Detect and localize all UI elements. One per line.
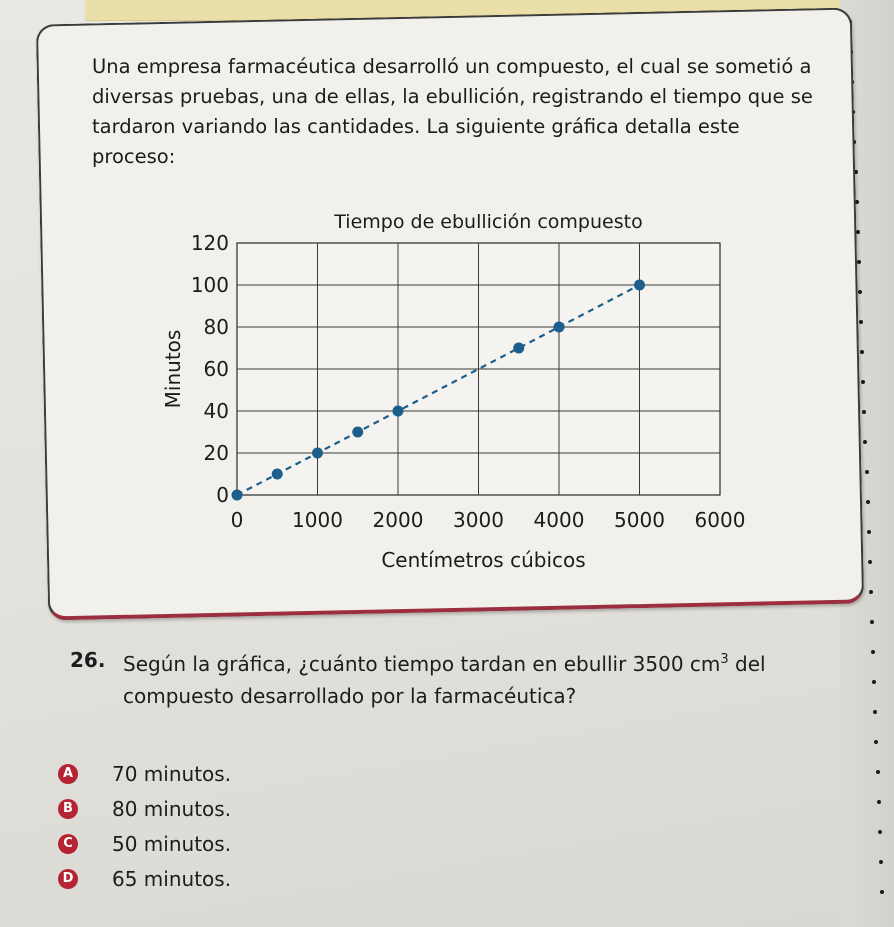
binding-dot <box>859 320 863 324</box>
y-tick-label: 120 <box>190 231 229 255</box>
question-number: 26. <box>70 648 106 672</box>
data-point <box>352 427 363 438</box>
binding-dot <box>869 590 873 594</box>
binding-dot <box>871 650 875 654</box>
question-26 <box>70 644 870 712</box>
binding-dot <box>856 230 860 234</box>
x-tick-label: 4000 <box>533 508 585 532</box>
binding-dot <box>858 290 862 294</box>
question-superscript: 3 <box>720 652 729 667</box>
option-c[interactable] <box>58 826 231 861</box>
data-point <box>232 490 243 501</box>
option-b-letter: B <box>58 799 78 819</box>
binding-dot <box>877 800 881 804</box>
boiling-time-chart <box>140 200 780 590</box>
binding-dot <box>865 470 869 474</box>
question-text-part-1: Según la gráfica, ¿cuánto tiempo tardan en ebullir 3500 cm <box>123 652 721 676</box>
data-point <box>272 469 283 480</box>
x-tick-label: 5000 <box>614 508 665 532</box>
binding-dot <box>861 380 865 384</box>
intro-paragraph: Una empresa farmacéutica desarrolló un compuesto, el cual se sometió a diversas pruebas, una de ellas, la ebullición, registrando el tiempo que se tardaron variando las cantidades. La siguiente gráfica detalla este proceso: <box>92 55 813 168</box>
chart-title: Tiempo de ebullición compuesto <box>334 211 643 233</box>
y-tick-label: 80 <box>203 315 229 339</box>
y-axis-label: Minutos <box>161 329 185 409</box>
binding-dot <box>866 500 870 504</box>
answer-options <box>58 756 231 896</box>
x-tick-label: 0 <box>230 508 244 532</box>
binding-dot <box>868 560 872 564</box>
binding-dot <box>879 860 883 864</box>
question-text-part-2: del compuesto desarrollado por la farmacéutica? <box>123 652 766 708</box>
x-tick-label: 2000 <box>372 508 424 532</box>
binding-dot <box>874 740 878 744</box>
option-b-text: 80 minutos. <box>112 796 232 821</box>
data-point <box>513 343 524 354</box>
binding-dot <box>873 710 877 714</box>
x-tick-label: 3000 <box>453 508 504 532</box>
binding-dot <box>870 620 874 624</box>
question-text <box>70 644 870 712</box>
option-a-letter: A <box>58 764 78 784</box>
binding-dot <box>878 830 882 834</box>
y-tick-label: 0 <box>216 483 229 507</box>
option-c-text: 50 minutos. <box>112 831 232 856</box>
option-a[interactable] <box>58 756 231 791</box>
x-tick-label: 6000 <box>694 508 746 532</box>
y-tick-label: 60 <box>203 357 229 381</box>
binding-dot <box>860 350 864 354</box>
binding-dot <box>872 680 876 684</box>
option-d[interactable] <box>58 861 231 896</box>
option-d-letter: D <box>58 869 78 889</box>
x-axis-label: Centímetros cúbicos <box>381 548 586 572</box>
option-a-text: 70 minutos. <box>112 761 232 786</box>
chart-container <box>140 200 780 594</box>
binding-dot <box>880 890 884 894</box>
y-tick-label: 20 <box>203 441 229 465</box>
data-point <box>634 280 645 291</box>
binding-dot <box>876 770 880 774</box>
data-point <box>393 406 404 417</box>
x-tick-label: 1000 <box>292 508 343 532</box>
data-point <box>312 448 323 459</box>
option-b[interactable] <box>58 791 231 826</box>
binding-dot <box>863 440 867 444</box>
binding-dot <box>862 410 866 414</box>
y-tick-label: 100 <box>190 273 229 297</box>
data-point <box>554 322 565 333</box>
option-d-text: 65 minutos. <box>112 866 232 891</box>
binding-dot <box>867 530 871 534</box>
binding-dot <box>857 260 861 264</box>
y-tick-label: 40 <box>203 399 229 423</box>
option-c-letter: C <box>58 834 78 854</box>
